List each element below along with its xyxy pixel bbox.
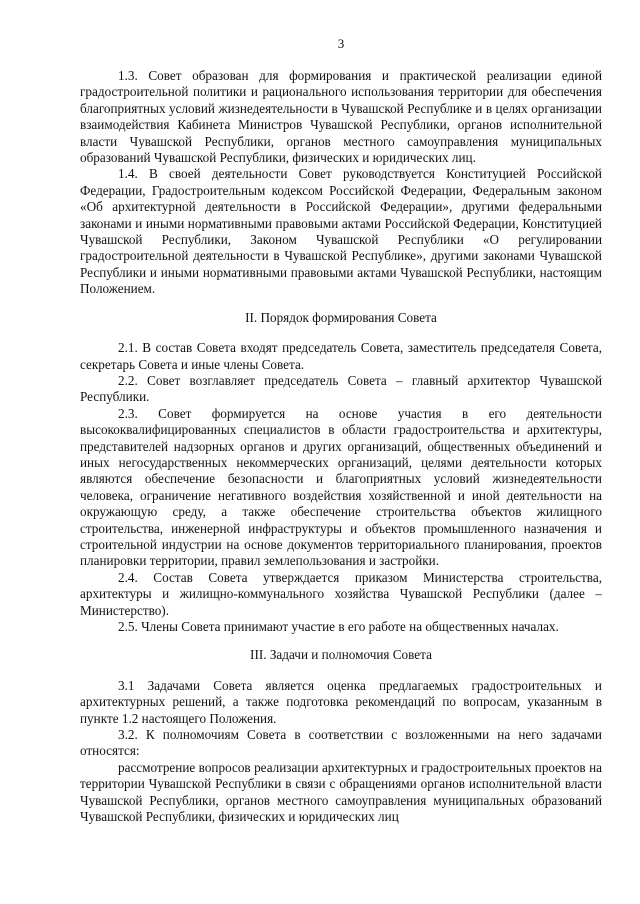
paragraph-2-1: 2.1. В состав Совета входят председатель Совета, заместитель председателя Совета, секретарь Совета и иные члены Совета.: [80, 340, 602, 372]
paragraph-2-3: 2.3. Совет формируется на основе участия в его деятельности высококвалифицированных специалистов в области градостроительства и архитектуры, представителей надзорных органов и других организаций, общественных объединений и иных негосударственных некоммерческих организаций, целями деятельности которых являются обеспечение безопасности и благоприятных условий жизнедеятельности человека, ограничение негативного воздействия хозяйственной и иной деятельности на окружающую среду, а также обеспечение строительства объектов жилищного строительства, инженерной инфраструктуры и объектов промышленного назначения и строительной индустрии на основе документов территориального планирования, проектов планировки территории, правил землепользования и застройки.: [80, 405, 602, 569]
paragraph-3-2: 3.2. К полномочиям Совета в соответствии с возложенными на него задачами относятся:: [80, 727, 602, 759]
paragraph-2-2: 2.2. Совет возглавляет председатель Совета – главный архитектор Чувашской Республики.: [80, 372, 602, 405]
page-number: 3: [337, 36, 345, 51]
paragraph-3-1: 3.1 Задачами Совета является оценка предлагаемых градостроительных и архитектурных решений, а также подготовка рекомендаций по вопросам, указанным в пункте 1.2 настоящего Положения.: [80, 677, 602, 726]
paragraph-1-4: 1.4. В своей деятельности Совет руководствуется Конституцией Российской Федерации, Градостроительным кодексом Российской Федерации, Федеральным законом «Об архитектурной деятельности в Российской Федерации», другими федеральными законами и иными нормативными правовыми актами Российской Федерации, Конституцией Чувашской Республики, Законом Чувашской Республики «О регулировании градостроительной деятельности в Чувашской Республике», другими законами Чувашской Республики и иными нормативными правовыми актами Чувашской Республики, настоящим Положением.: [80, 166, 602, 297]
paragraph-2-4: 2.4. Состав Совета утверждается приказом Министерства строительства, архитектуры и жилищно-коммунального хозяйства Чувашской Республики (далее – Министерство).: [80, 569, 602, 618]
section-heading-iii: III. Задачи и полномочия Совета: [250, 647, 432, 663]
paragraph-3-2-item: рассмотрение вопросов реализации архитектурных и градостроительных проектов на территории Чувашской Республики в связи с обращениями органов исполнительной власти Чувашской Республики, органов местного самоуправления муниципальных образований Чувашской Республики, физических и юридических лиц: [80, 759, 602, 825]
section-heading-ii: II. Порядок формирования Совета: [245, 309, 437, 325]
paragraph-2-5: 2.5. Члены Совета принимают участие в его работе на общественных началах.: [118, 619, 559, 634]
paragraph-1-3: 1.3. Совет образован для формирования и практической реализации единой градостроительной политики и рационального использования территории для обеспечения благоприятных условий жизнедеятельности в Чувашской Республике и в целях организации взаимодействия Кабинета Министров Чувашской Республики, органов исполнительной власти Чувашской Республики, органов местного самоуправления муниципальных образований Чувашской Республики, физических и юридических лиц.: [80, 68, 602, 166]
